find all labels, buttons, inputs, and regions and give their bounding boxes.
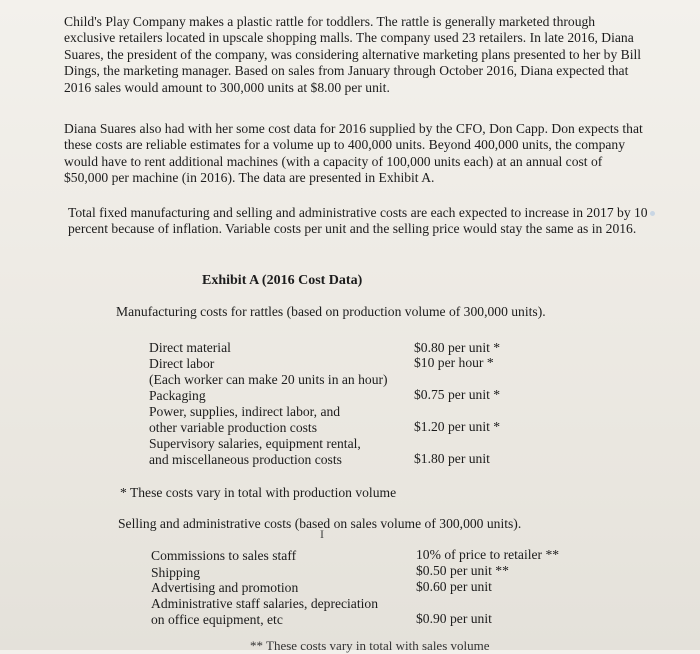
sga-label-admin-line1: Administrative staff salaries, depreciation	[151, 596, 378, 611]
mfg-label-direct-labor: Direct labor	[149, 356, 215, 371]
footnote-production: * These costs vary in total with production volume	[120, 485, 397, 500]
mfg-label-labor-note: (Each worker can make 20 units in an hour)	[149, 372, 388, 387]
mfg-value-direct-labor: $10 per hour *	[414, 355, 494, 370]
mfg-value-power: $1.20 per unit *	[414, 419, 501, 434]
sga-label-commissions: Commissions to sales staff	[151, 548, 297, 563]
sga-value-admin: $0.90 per unit	[416, 611, 492, 626]
mfg-label-power-line2: other variable production costs	[149, 420, 317, 435]
sga-costs-intro: Selling and administrative costs (based on sales volume of 300,000 units).	[118, 516, 522, 531]
sga-value-shipping: $0.50 per unit **	[416, 563, 509, 578]
manufacturing-costs-intro: Manufacturing costs for rattles (based on production volume of 300,000 units).	[116, 304, 546, 319]
mfg-label-supervisory-line2: and miscellaneous production costs	[149, 452, 342, 467]
dot-mark	[650, 211, 655, 216]
mfg-label-power-line1: Power, supplies, indirect labor, and	[149, 404, 341, 419]
inflation-paragraph: Total fixed manufacturing and selling and administrative costs are each expected to increase in 2017 by 10 percent because of inflation. Variable costs per unit and the selling price would stay the same as in 2016.	[68, 205, 648, 237]
exhibit-title: Exhibit A (2016 Cost Data)	[202, 273, 363, 288]
sga-value-advertising: $0.60 per unit	[416, 579, 492, 594]
text-cursor-icon: I	[320, 527, 324, 541]
sga-value-commissions: 10% of price to retailer **	[416, 547, 560, 562]
mfg-value-packaging: $0.75 per unit *	[414, 387, 501, 402]
mfg-label-packaging: Packaging	[149, 388, 206, 403]
cut-off-footnote: ** These costs vary in total with sales volume	[250, 638, 490, 653]
mfg-label-supervisory-line1: Supervisory salaries, equipment rental,	[149, 436, 361, 451]
mfg-value-supervisory: $1.80 per unit	[414, 451, 490, 466]
intro-paragraph: Child's Play Company makes a plastic rattle for toddlers. The rattle is generally marketed through exclusive retailers located in upscale shopping malls. The company used 23 retailers. In late 2016, Diana Suares, the president of the company, was considering alternative marketing plans presented to her by Bill Dings, the marketing manager. Based on sales from January through October 2016, Diana expected that 2016 sales would amount to 300,000 units at $8.00 per unit.	[64, 14, 642, 95]
sga-label-admin-line2: on office equipment, etc	[151, 612, 283, 627]
mfg-value-direct-material: $0.80 per unit *	[414, 340, 501, 355]
sga-label-advertising: Advertising and promotion	[151, 580, 299, 595]
cost-data-paragraph: Diana Suares also had with her some cost data for 2016 supplied by the CFO, Don Capp. Don expects that these costs are reliable estimates for a volume up to 400,000 units. Beyond 400,000 units, the company would have to rent additional machines (with a capacity of 100,000 units each) at an annual cost of $50,000 per machine (in 2016). The data are presented in Exhibit A.	[64, 121, 643, 186]
mfg-label-direct-material: Direct material	[149, 340, 231, 355]
sga-label-shipping: Shipping	[151, 565, 201, 580]
